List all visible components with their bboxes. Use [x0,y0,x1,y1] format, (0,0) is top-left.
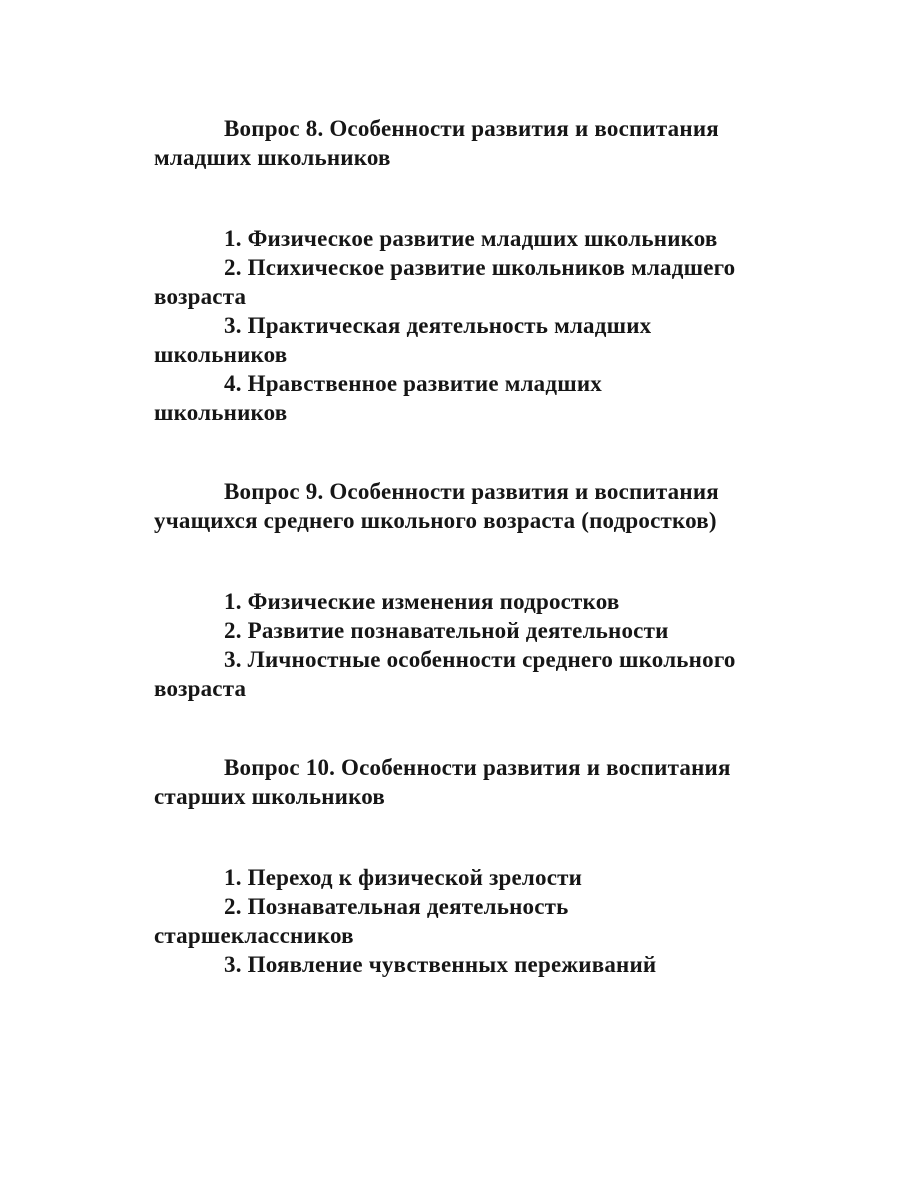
list-item-line: 2. Психическое развитие школьников младшего [224,255,736,280]
list-item [154,224,770,253]
section-question-9 [154,477,770,703]
list-item [154,616,770,645]
list-item [154,892,770,950]
heading-line: старших школьников [154,784,386,809]
list-item-line: возраста [154,284,247,309]
numbered-list [154,587,770,703]
list-item-line: 2. Развитие познавательной деятельности [224,618,669,643]
section-question-8 [154,114,770,427]
heading-line: Вопрос 10. Особенности развития и воспитания [224,755,731,780]
list-item [154,253,770,311]
list-item [154,369,770,427]
list-item-line: школьников [154,342,288,367]
list-item [154,311,770,369]
list-item-line: 4. Нравственное развитие младших [224,371,602,396]
list-item-line: возраста [154,676,247,701]
section-heading [154,477,770,535]
list-item-line: 1. Переход к физической зрелости [224,865,583,890]
heading-line: Вопрос 9. Особенности развития и воспитания [224,479,719,504]
section-question-10 [154,753,770,979]
list-item-line: 3. Появление чувственных переживаний [224,952,657,977]
numbered-list [154,863,770,979]
list-item [154,645,770,703]
list-item-line: 1. Физическое развитие младших школьников [224,226,718,251]
heading-line: Вопрос 8. Особенности развития и воспитания [224,116,719,141]
section-heading [154,753,770,811]
list-item [154,950,770,979]
list-item-line: 1. Физические изменения подростков [224,589,620,614]
list-item [154,587,770,616]
list-item-line: школьников [154,400,288,425]
section-heading [154,114,770,172]
list-item-line: 3. Практическая деятельность младших [224,313,652,338]
list-item [154,863,770,892]
list-item-line: старшеклассников [154,923,354,948]
numbered-list [154,224,770,427]
list-item-line: 3. Личностные особенности среднего школьного [224,647,736,672]
list-item-line: 2. Познавательная деятельность [224,894,569,919]
heading-line: учащихся среднего школьного возраста (подростков) [154,508,717,533]
heading-line: младших школьников [154,145,391,170]
